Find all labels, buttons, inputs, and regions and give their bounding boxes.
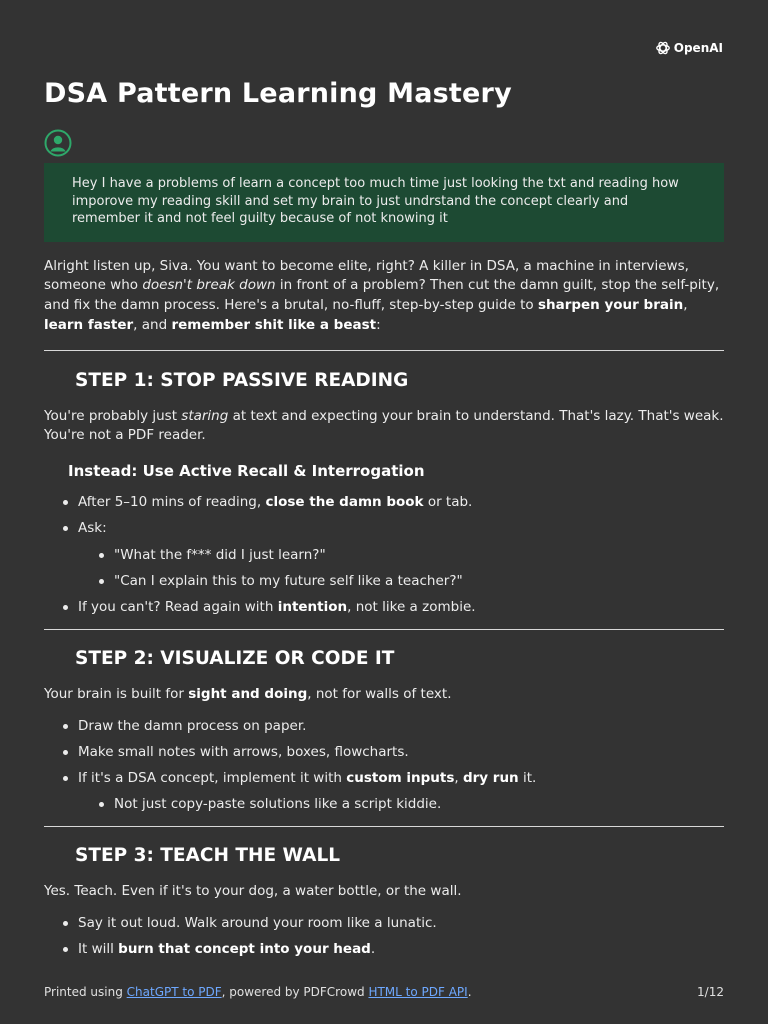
- intro-paragraph: [44, 257, 724, 336]
- list-item-text: , not like a zombie.: [347, 599, 476, 616]
- list-item: [44, 598, 724, 616]
- intro-bold: sharpen your brain: [537, 297, 684, 314]
- step1-emphasis: staring: [181, 407, 229, 424]
- intro-text: Alright listen up, Siva. You want to become elite, right? A killer in DSA, a machine in interviews, someone who: [44, 257, 689, 294]
- list-item-bold: close the damn book: [265, 494, 424, 511]
- step1-text: You're probably just: [44, 407, 182, 424]
- list-item: [44, 769, 724, 787]
- step2-text: Your brain is built for: [44, 686, 189, 703]
- list-item: "What the f*** did I just learn?": [44, 546, 724, 564]
- page-footer: [44, 985, 724, 999]
- section-divider: [44, 350, 724, 351]
- html-to-pdf-api-link[interactable]: HTML to PDF API: [368, 985, 468, 999]
- step1-list: [44, 493, 724, 616]
- list-item-text: If you can't? Read again with: [78, 599, 278, 616]
- step2-heading: STEP 2: VISUALIZE OR CODE IT: [75, 648, 395, 670]
- list-item: Ask:: [44, 519, 724, 537]
- list-item-text: ,: [454, 770, 463, 787]
- document-content: [44, 76, 724, 958]
- page-title: DSA Pattern Learning Mastery: [44, 78, 512, 109]
- list-item-bold: burn that concept into your head: [118, 940, 371, 957]
- list-item: "Can I explain this to my future self like a teacher?": [44, 572, 724, 590]
- step3-heading: STEP 3: TEACH THE WALL: [75, 845, 341, 867]
- footer-text: , powered by PDFCrowd: [221, 985, 369, 999]
- list-item-text: it.: [518, 770, 537, 787]
- list-item-text: or tab.: [423, 494, 473, 511]
- intro-text: :: [376, 316, 381, 333]
- list-item-bold: custom inputs: [346, 770, 455, 787]
- step2-list: [44, 717, 724, 813]
- list-item-text: After 5–10 mins of reading,: [78, 494, 266, 511]
- intro-text: , and: [133, 316, 172, 333]
- step3-list: [44, 914, 724, 958]
- footer-credits: [44, 985, 472, 999]
- list-item-bold: intention: [277, 599, 348, 616]
- step1-text: at text and expecting your brain to understand. That's lazy. That's weak. You're not a PDF reader.: [44, 407, 724, 444]
- list-item: Not just copy-paste solutions like a script kiddie.: [44, 795, 724, 813]
- intro-bold: learn faster: [44, 316, 134, 333]
- step3-paragraph: Yes. Teach. Even if it's to your dog, a water bottle, or the wall.: [44, 883, 462, 900]
- user-avatar-icon: [44, 129, 72, 157]
- step2-paragraph: [44, 685, 724, 705]
- step2-bold: sight and doing: [188, 686, 308, 703]
- user-message: Hey I have a problems of learn a concept too much time just looking the txt and reading how imporove my reading skill and set my brain to just undrstand the concept clearly and remember it and not feel guilty because of not knowing it: [44, 163, 724, 242]
- section-divider: [44, 826, 724, 827]
- footer-text: .: [467, 985, 472, 999]
- intro-text: ,: [683, 297, 688, 314]
- list-item: [44, 493, 724, 511]
- step2-text: , not for walls of text.: [307, 686, 452, 703]
- list-item-text: If it's a DSA concept, implement it with: [78, 770, 347, 787]
- intro-text: in front of a problem? Then cut the damn guilt, stop the self-pity, and fix the damn process. Here's a brutal, no-fluff, step-by-step guide to: [44, 277, 720, 314]
- list-item: [44, 940, 724, 958]
- openai-logo: [655, 40, 723, 56]
- list-item: Say it out loud. Walk around your room like a lunatic.: [44, 914, 724, 932]
- list-item-text: It will: [78, 940, 119, 957]
- step1-paragraph: [44, 407, 724, 447]
- page-number: 1/12: [697, 985, 724, 999]
- section-divider: [44, 629, 724, 630]
- step1-heading: STEP 1: STOP PASSIVE READING: [75, 369, 409, 391]
- list-item: Draw the damn process on paper.: [44, 717, 724, 735]
- list-item-text: .: [370, 940, 376, 957]
- brand-name: OpenAI: [673, 41, 723, 55]
- list-item: Make small notes with arrows, boxes, flowcharts.: [44, 743, 724, 761]
- footer-text: Printed using: [44, 985, 127, 999]
- intro-bold: remember shit like a beast: [171, 316, 377, 333]
- step1-subheading: Instead: Use Active Recall & Interrogation: [68, 462, 425, 481]
- openai-logo-icon: [655, 40, 671, 56]
- intro-emphasis: doesn't break down: [142, 277, 276, 294]
- chatgpt-to-pdf-link[interactable]: ChatGPT to PDF: [126, 985, 222, 999]
- list-item-bold: dry run: [462, 770, 519, 787]
